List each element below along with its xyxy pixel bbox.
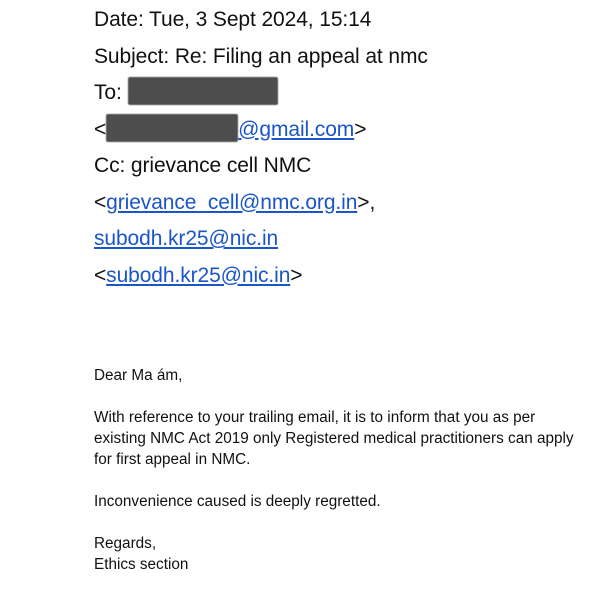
email-subject: Subject: Re: Filing an appeal at nmc [94, 44, 428, 68]
email-paragraph-1: With reference to your trailing email, it is to inform that you as per existing NMC Act 2019 only Registered medical practitioners can apply for first appeal in NMC. [94, 409, 574, 468]
cc-email-link-grievance[interactable]: grievance_cell@nmc.org.in [106, 190, 358, 214]
cc-address-row-2 [94, 221, 594, 258]
to-close-bracket: > [354, 117, 367, 141]
cc-address-row-3 [94, 258, 594, 295]
cc-email-link-subodh[interactable]: subodh.kr25@nic.in [94, 227, 279, 250]
cc-open-bracket: < [94, 190, 107, 214]
email-header [94, 2, 594, 294]
redacted-recipient-email [106, 114, 238, 142]
email-paragraph-2: Inconvenience caused is deeply regretted. [94, 493, 381, 510]
cc-close-bracket-3: > [290, 263, 303, 287]
email-date: Date: Tue, 3 Sept 2024, 15:14 [94, 8, 372, 31]
cc-open-bracket-3: < [94, 263, 107, 287]
email-cc-row: Cc: grievance cell NMC [94, 154, 312, 177]
to-email-link[interactable]: @gmail.com [238, 117, 355, 141]
email-closing: Regards, [94, 535, 157, 552]
redacted-recipient-name [128, 77, 278, 105]
email-signature: Ethics section [94, 556, 189, 573]
to-label: To: [94, 81, 122, 104]
email-to-address-row [94, 112, 594, 149]
email-greeting: Dear Ma ám, [94, 367, 183, 384]
cc-close-bracket: >, [357, 190, 376, 214]
email-body [94, 365, 574, 575]
cc-email-link-subodh-bracketed[interactable]: subodh.kr25@nic.in [106, 263, 291, 287]
email-to-row [94, 75, 594, 112]
to-open-bracket: < [94, 117, 107, 141]
cc-address-row-1 [94, 185, 594, 222]
